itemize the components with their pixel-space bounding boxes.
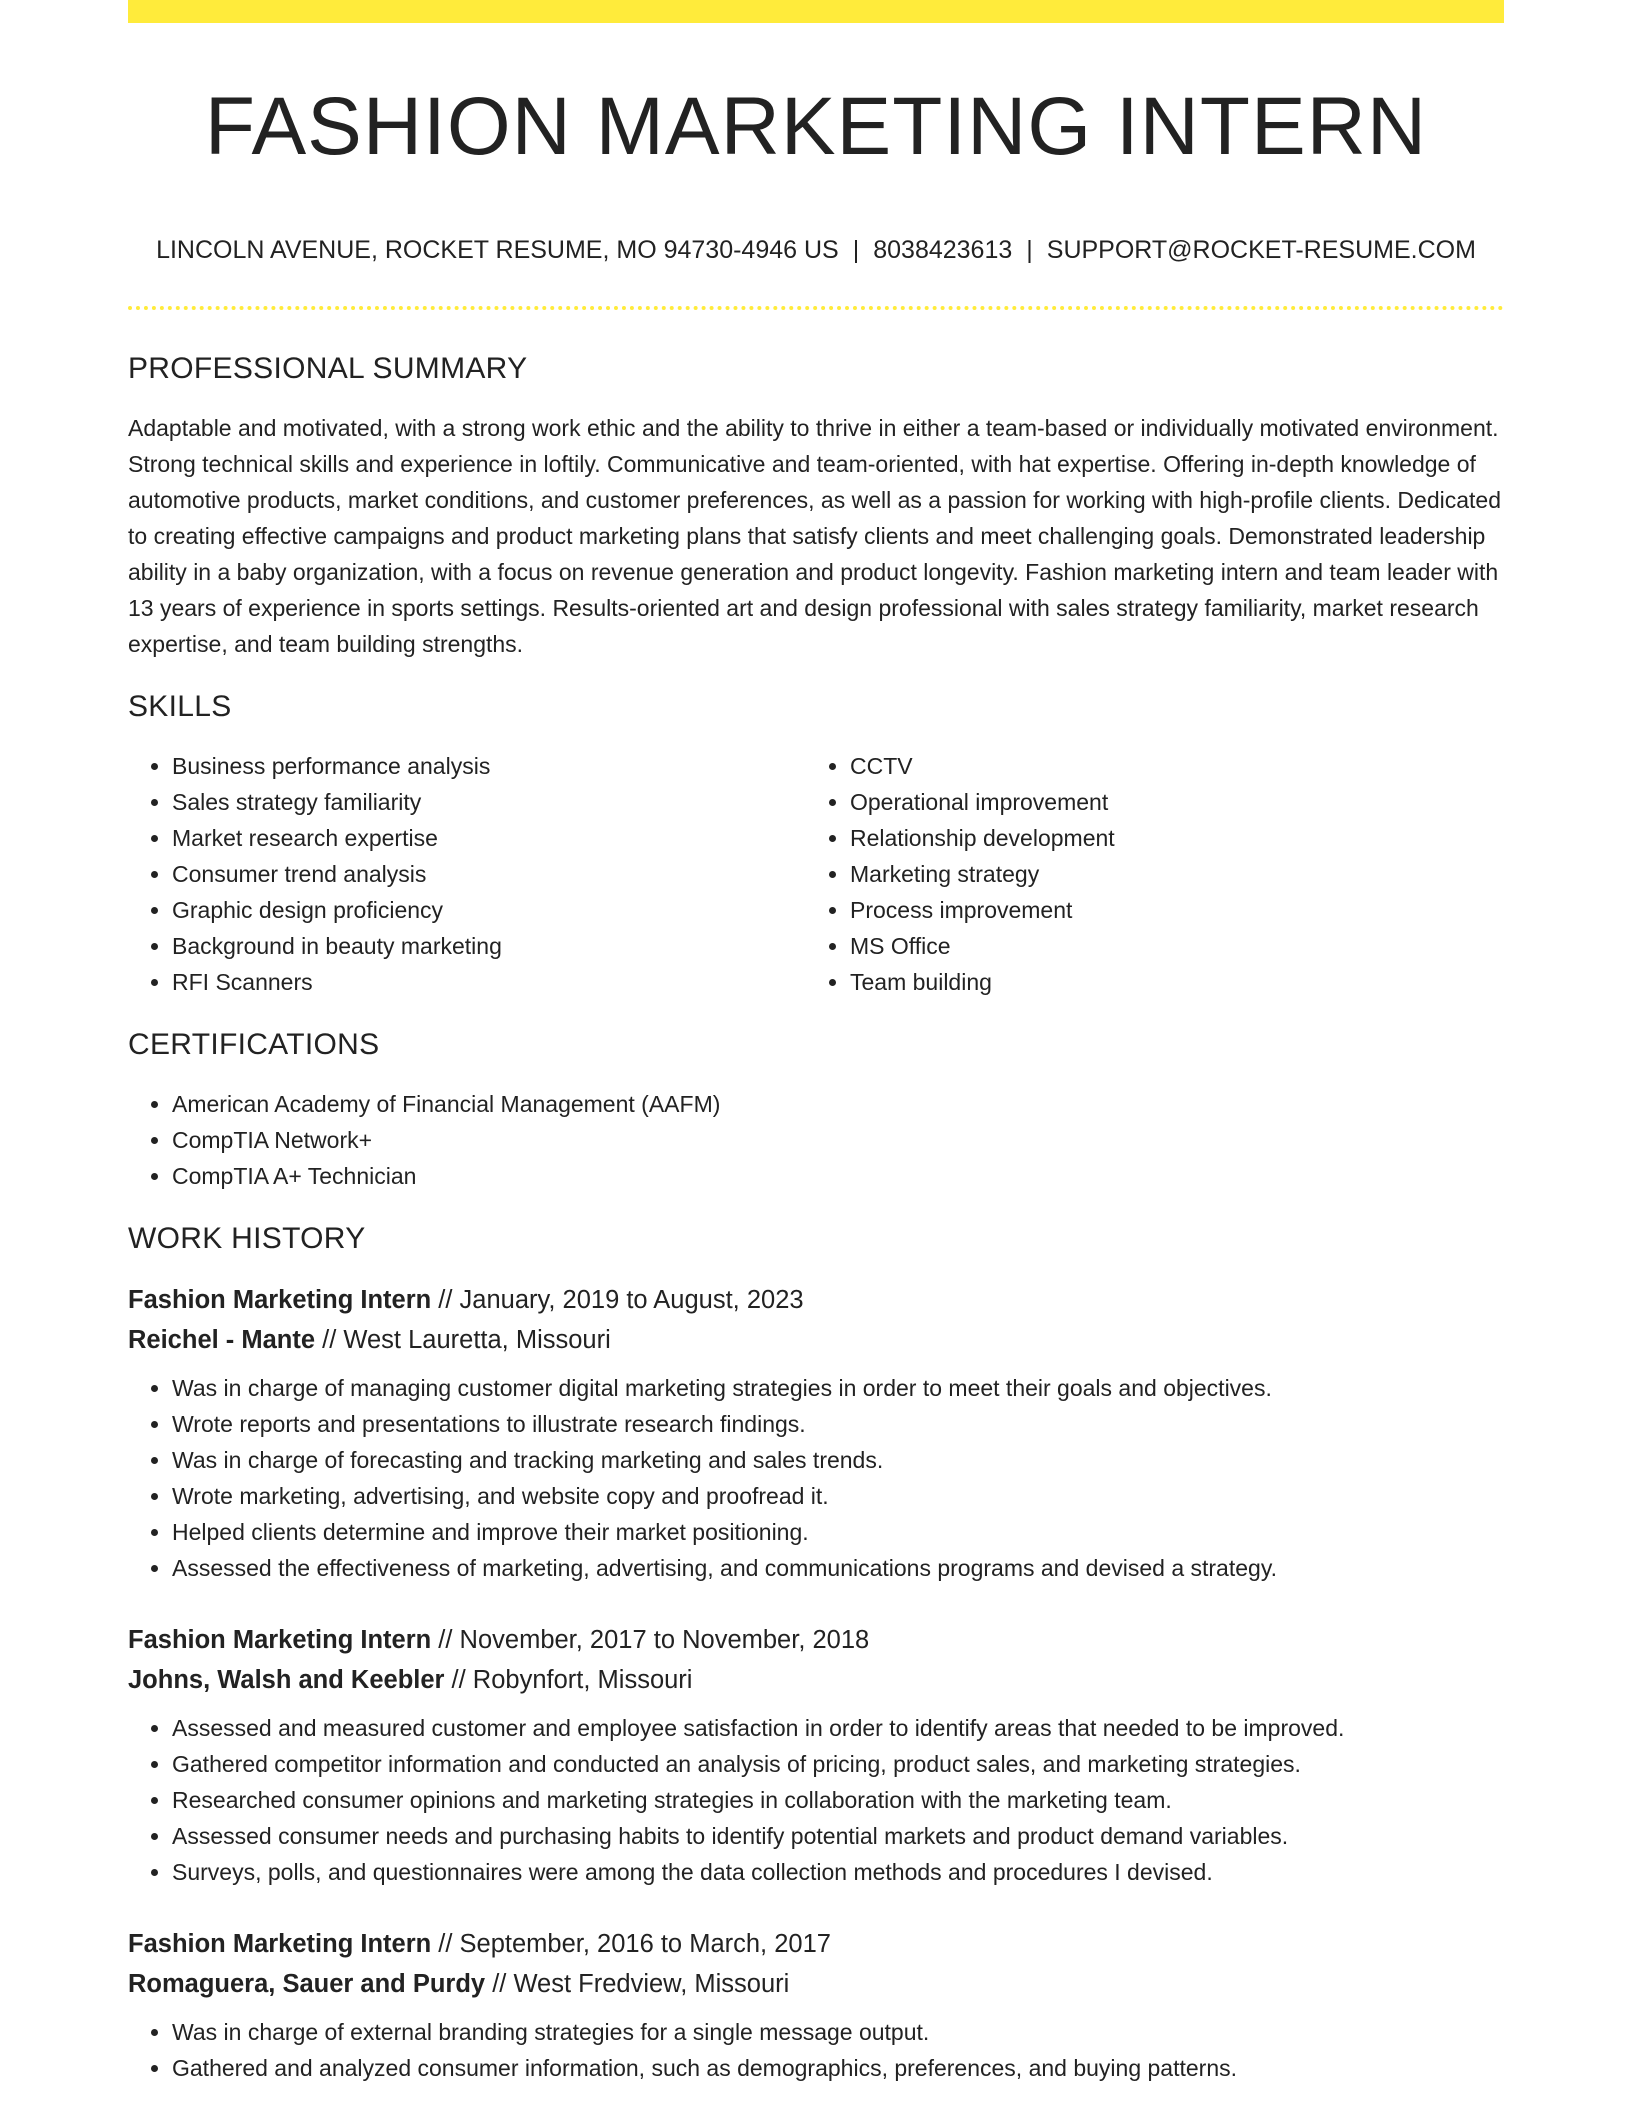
certifications-list	[128, 1086, 1504, 1194]
job-title: Fashion Marketing Intern	[128, 1626, 432, 1654]
certification-item: • CompTIA Network+	[172, 1122, 1504, 1158]
skills-columns	[128, 748, 1504, 1000]
job-duty: • Researched consumer opinions and marketing strategies in collaboration with the marketing team.	[172, 1782, 1504, 1818]
skill-item: • Team building	[850, 964, 1484, 1000]
job-duties	[128, 1370, 1504, 1586]
certification-item: • American Academy of Financial Management (AAFM)	[172, 1086, 1504, 1122]
summary-text: Adaptable and motivated, with a strong work ethic and the ability to thrive in either a team-based or individually motivated environment. Strong technical skills and experience in loftily. Communicative and team-oriented, with hat expertise. Offering in-depth knowledge of automotive products, market conditions, and customer preferences, as well as a passion for working with high-profile clients. Dedicated to creating effective campaigns and product marketing plans that satisfy clients and meet challenging goals. Demonstrated leadership ability in a baby organization, with a focus on revenue generation and product longevity. Fashion marketing intern and team leader with 13 years of experience in sports settings. Results-oriented art and design professional with sales strategy familiarity, market research expertise, and team building strengths.	[128, 415, 1502, 657]
job-title-line	[128, 1280, 1504, 1320]
job-entry	[128, 1620, 1504, 1890]
job-dates: // September, 2016 to March, 2017	[431, 1930, 831, 1958]
resume-title: FASHION MARKETING INTERN	[204, 81, 1428, 172]
job-entry	[128, 1280, 1504, 1586]
job-title-line	[128, 1620, 1504, 1660]
skill-item: • Sales strategy familiarity	[172, 784, 806, 820]
skills-section	[128, 690, 1504, 1000]
job-duties	[128, 1710, 1504, 1890]
skill-item: • Process improvement	[850, 892, 1484, 928]
job-company: Reichel - Mante	[128, 1326, 316, 1354]
job-dates: // January, 2019 to August, 2023	[431, 1286, 804, 1314]
job-duty: • Assessed the effectiveness of marketing, advertising, and communications programs and devised a strategy.	[172, 1550, 1504, 1586]
skills-list-right	[806, 748, 1484, 1000]
job-location: // Robynfort, Missouri	[444, 1666, 693, 1694]
skill-item: • Graphic design proficiency	[172, 892, 806, 928]
skill-item: • Background in beauty marketing	[172, 928, 806, 964]
accent-bar	[128, 0, 1504, 23]
contact-address: LINCOLN AVENUE, ROCKET RESUME, MO 94730-4946 US	[156, 236, 839, 264]
job-duty: • Gathered and analyzed consumer information, such as demographics, preferences, and buying patterns.	[172, 2050, 1504, 2086]
job-company-line	[128, 1964, 1504, 2004]
skill-item: • Business performance analysis	[172, 748, 806, 784]
work-history-section	[128, 1222, 1504, 2086]
work-history-heading: WORK HISTORY	[128, 1222, 366, 1255]
job-duty: • Was in charge of external branding strategies for a single message output.	[172, 2014, 1504, 2050]
job-duty: • Assessed consumer needs and purchasing habits to identify potential markets and product demand variables.	[172, 1818, 1504, 1854]
job-company: Johns, Walsh and Keebler	[128, 1666, 445, 1694]
job-company-line	[128, 1660, 1504, 1700]
job-duty: • Assessed and measured customer and employee satisfaction in order to identify areas that needed to be improved.	[172, 1710, 1504, 1746]
job-duty: • Helped clients determine and improve their market positioning.	[172, 1514, 1504, 1550]
job-duty: • Surveys, polls, and questionnaires were among the data collection methods and procedures I devised.	[172, 1854, 1504, 1890]
dotted-divider	[128, 306, 1504, 310]
skills-list-left	[128, 748, 806, 1000]
skill-item: • RFI Scanners	[172, 964, 806, 1000]
skill-item: • Operational improvement	[850, 784, 1484, 820]
skill-item: • Market research expertise	[172, 820, 806, 856]
job-company-line	[128, 1320, 1504, 1360]
contact-separator: |	[852, 236, 860, 264]
contact-phone: 8038423613	[873, 236, 1013, 264]
job-title: Fashion Marketing Intern	[128, 1286, 432, 1314]
job-dates: // November, 2017 to November, 2018	[431, 1626, 870, 1654]
certifications-heading: CERTIFICATIONS	[128, 1028, 380, 1061]
job-duty: • Gathered competitor information and conducted an analysis of pricing, product sales, and marketing strategies.	[172, 1746, 1504, 1782]
job-duty: • Wrote reports and presentations to illustrate research findings.	[172, 1406, 1504, 1442]
summary-section	[128, 352, 1504, 662]
skill-item: • CCTV	[850, 748, 1484, 784]
job-location: // West Lauretta, Missouri	[315, 1326, 611, 1354]
job-entry	[128, 1924, 1504, 2086]
job-duties	[128, 2014, 1504, 2086]
contact-email: SUPPORT@ROCKET-RESUME.COM	[1046, 236, 1476, 264]
contact-separator: |	[1026, 236, 1033, 264]
resume-body	[128, 352, 1504, 2120]
certifications-section	[128, 1028, 1504, 1194]
job-location: // West Fredview, Missouri	[485, 1970, 790, 1998]
skill-item: • Relationship development	[850, 820, 1484, 856]
job-duty: • Wrote marketing, advertising, and website copy and proofread it.	[172, 1478, 1504, 1514]
skill-item: • Marketing strategy	[850, 856, 1484, 892]
job-duty: • Was in charge of forecasting and tracking marketing and sales trends.	[172, 1442, 1504, 1478]
certification-item: • CompTIA A+ Technician	[172, 1158, 1504, 1194]
job-duty: • Was in charge of managing customer digital marketing strategies in order to meet their goals and objectives.	[172, 1370, 1504, 1406]
skill-item: • Consumer trend analysis	[172, 856, 806, 892]
skills-heading: SKILLS	[128, 690, 232, 723]
skill-item: • MS Office	[850, 928, 1484, 964]
job-title-line	[128, 1924, 1504, 1964]
job-title: Fashion Marketing Intern	[128, 1930, 432, 1958]
job-company: Romaguera, Sauer and Purdy	[128, 1970, 486, 1998]
summary-heading: PROFESSIONAL SUMMARY	[128, 352, 528, 385]
contact-line	[128, 236, 1504, 265]
